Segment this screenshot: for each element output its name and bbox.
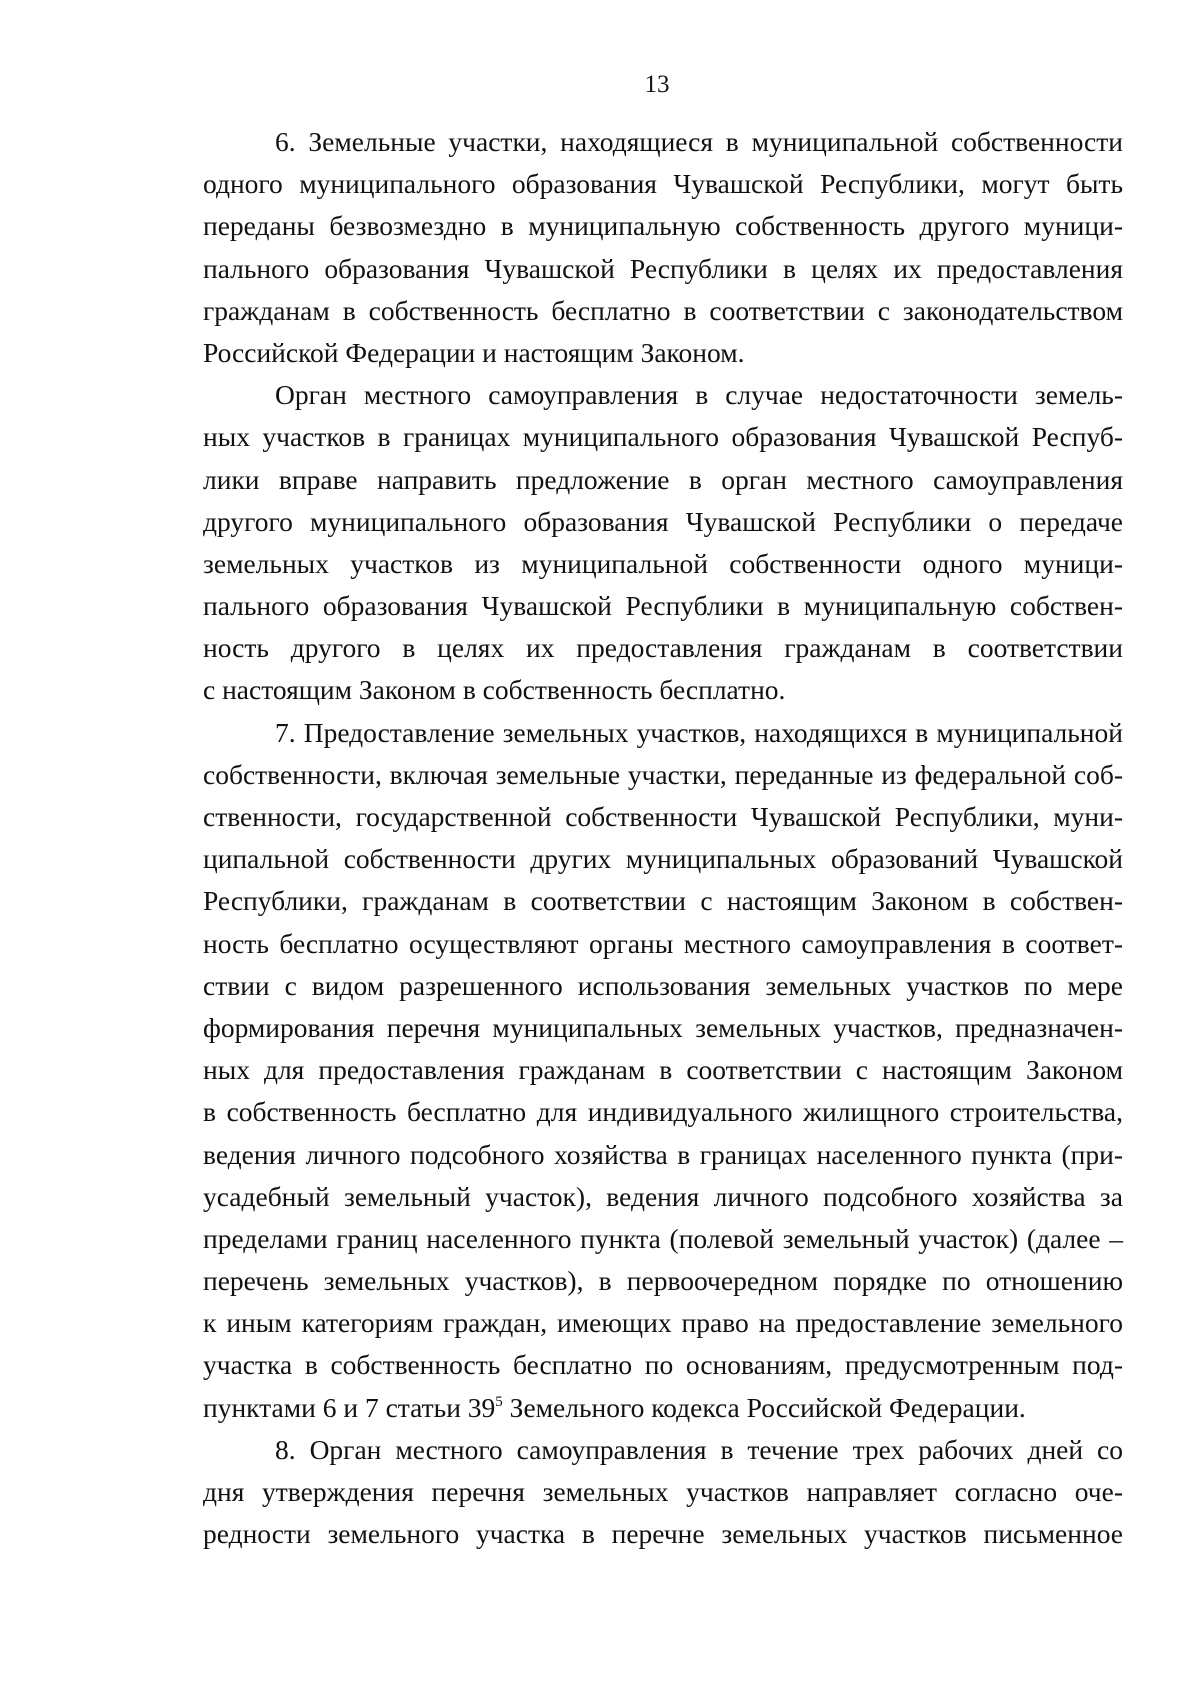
text-line: переданы безвозмездно в муниципальную собственность другого муници- <box>203 210 1123 242</box>
paragraph-6 <box>203 121 1123 374</box>
text-line: ципальной собственности других муниципальных образований Чувашской <box>203 843 1123 875</box>
text-line: 6. Земельные участки, находящиеся в муниципальной собственности <box>275 126 1123 157</box>
text-line: с настоящим Законом в собственность бесплатно. <box>203 674 786 706</box>
text-line: собственности, включая земельные участки, переданные из федеральной соб- <box>203 758 1123 790</box>
page-number: 13 <box>644 71 670 98</box>
text-line: формирования перечня муниципальных земельных участков, предназначен- <box>203 1011 1123 1043</box>
text-line: ных участков в границах муниципального образования Чувашской Респуб- <box>203 421 1123 453</box>
text-line: ведения личного подсобного хозяйства в границах населенного пункта (при- <box>203 1138 1123 1170</box>
text-fragment: пунктами 6 и 7 статьи 39 <box>203 1391 496 1423</box>
text-line: ных для предоставления гражданам в соответствии с настоящим Законом <box>203 1054 1123 1086</box>
text-line: ность другого в целях их предоставления гражданам в соответствии <box>203 632 1123 664</box>
text-line: одного муниципального образования Чувашской Республики, могут быть <box>203 168 1123 200</box>
text-line: пределами границ населенного пункта (полевой земельный участок) (далее – <box>203 1222 1123 1254</box>
text-line: земельных участков из муниципальной собственности одного муници- <box>203 547 1123 579</box>
text-line: ственности, государственной собственности Чувашской Республики, муни- <box>203 801 1123 832</box>
text-line: пального образования Чувашской Республики в целях их предоставления <box>203 252 1123 284</box>
text-line: 7. Предоставление земельных участков, находящихся в муниципальной <box>275 716 1123 748</box>
text-line: Российской Федерации и настоящим Законом. <box>203 336 745 368</box>
text-line: другого муниципального образования Чувашской Республики о передаче <box>203 505 1123 537</box>
text-line: усадебный земельный участок), ведения личного подсобного хозяйства за <box>203 1180 1123 1212</box>
text-line: к иным категориям граждан, имеющих право на предоставление земельного <box>203 1307 1123 1339</box>
text-line-with-superscript <box>203 1387 1123 1429</box>
text-line: лики вправе направить предложение в орган местного самоуправления <box>203 463 1123 495</box>
superscript-article-number: 5 <box>495 1393 503 1410</box>
text-line: ствии с видом разрешенного использования земельных участков по мере <box>203 969 1123 1001</box>
text-line: в собственность бесплатно для индивидуального жилищного строительства, <box>203 1096 1123 1128</box>
text-line: участка в собственность бесплатно по основаниям, предусмотренным под- <box>203 1349 1123 1381</box>
text-line: Орган местного самоуправления в случае недостаточности земель- <box>275 379 1123 411</box>
text-line: Республики, гражданам в соответствии с настоящим Законом в собствен- <box>203 885 1123 917</box>
text-fragment: Земельного кодекса Российской Федерации. <box>502 1391 1026 1423</box>
text-line: перечень земельных участков), в первоочередном порядке по отношению <box>203 1265 1123 1297</box>
paragraph-8 <box>203 1429 1123 1556</box>
text-line: дня утверждения перечня земельных участков направляет согласно оче- <box>203 1476 1123 1507</box>
text-line: пального образования Чувашской Республики в муниципальную собствен- <box>203 590 1123 622</box>
text-line: ность бесплатно осуществляют органы местного самоуправления в соответ- <box>203 927 1123 959</box>
text-line: 8. Орган местного самоуправления в течение трех рабочих дней со <box>275 1433 1123 1465</box>
paragraph-7 <box>203 712 1123 1429</box>
text-line: гражданам в собственность бесплатно в соответствии с законодательством <box>203 294 1123 326</box>
text-line: редности земельного участка в перечне земельных участков письменное <box>203 1518 1123 1550</box>
paragraph-organ-local-government <box>203 374 1123 712</box>
document-body <box>203 121 1123 1555</box>
